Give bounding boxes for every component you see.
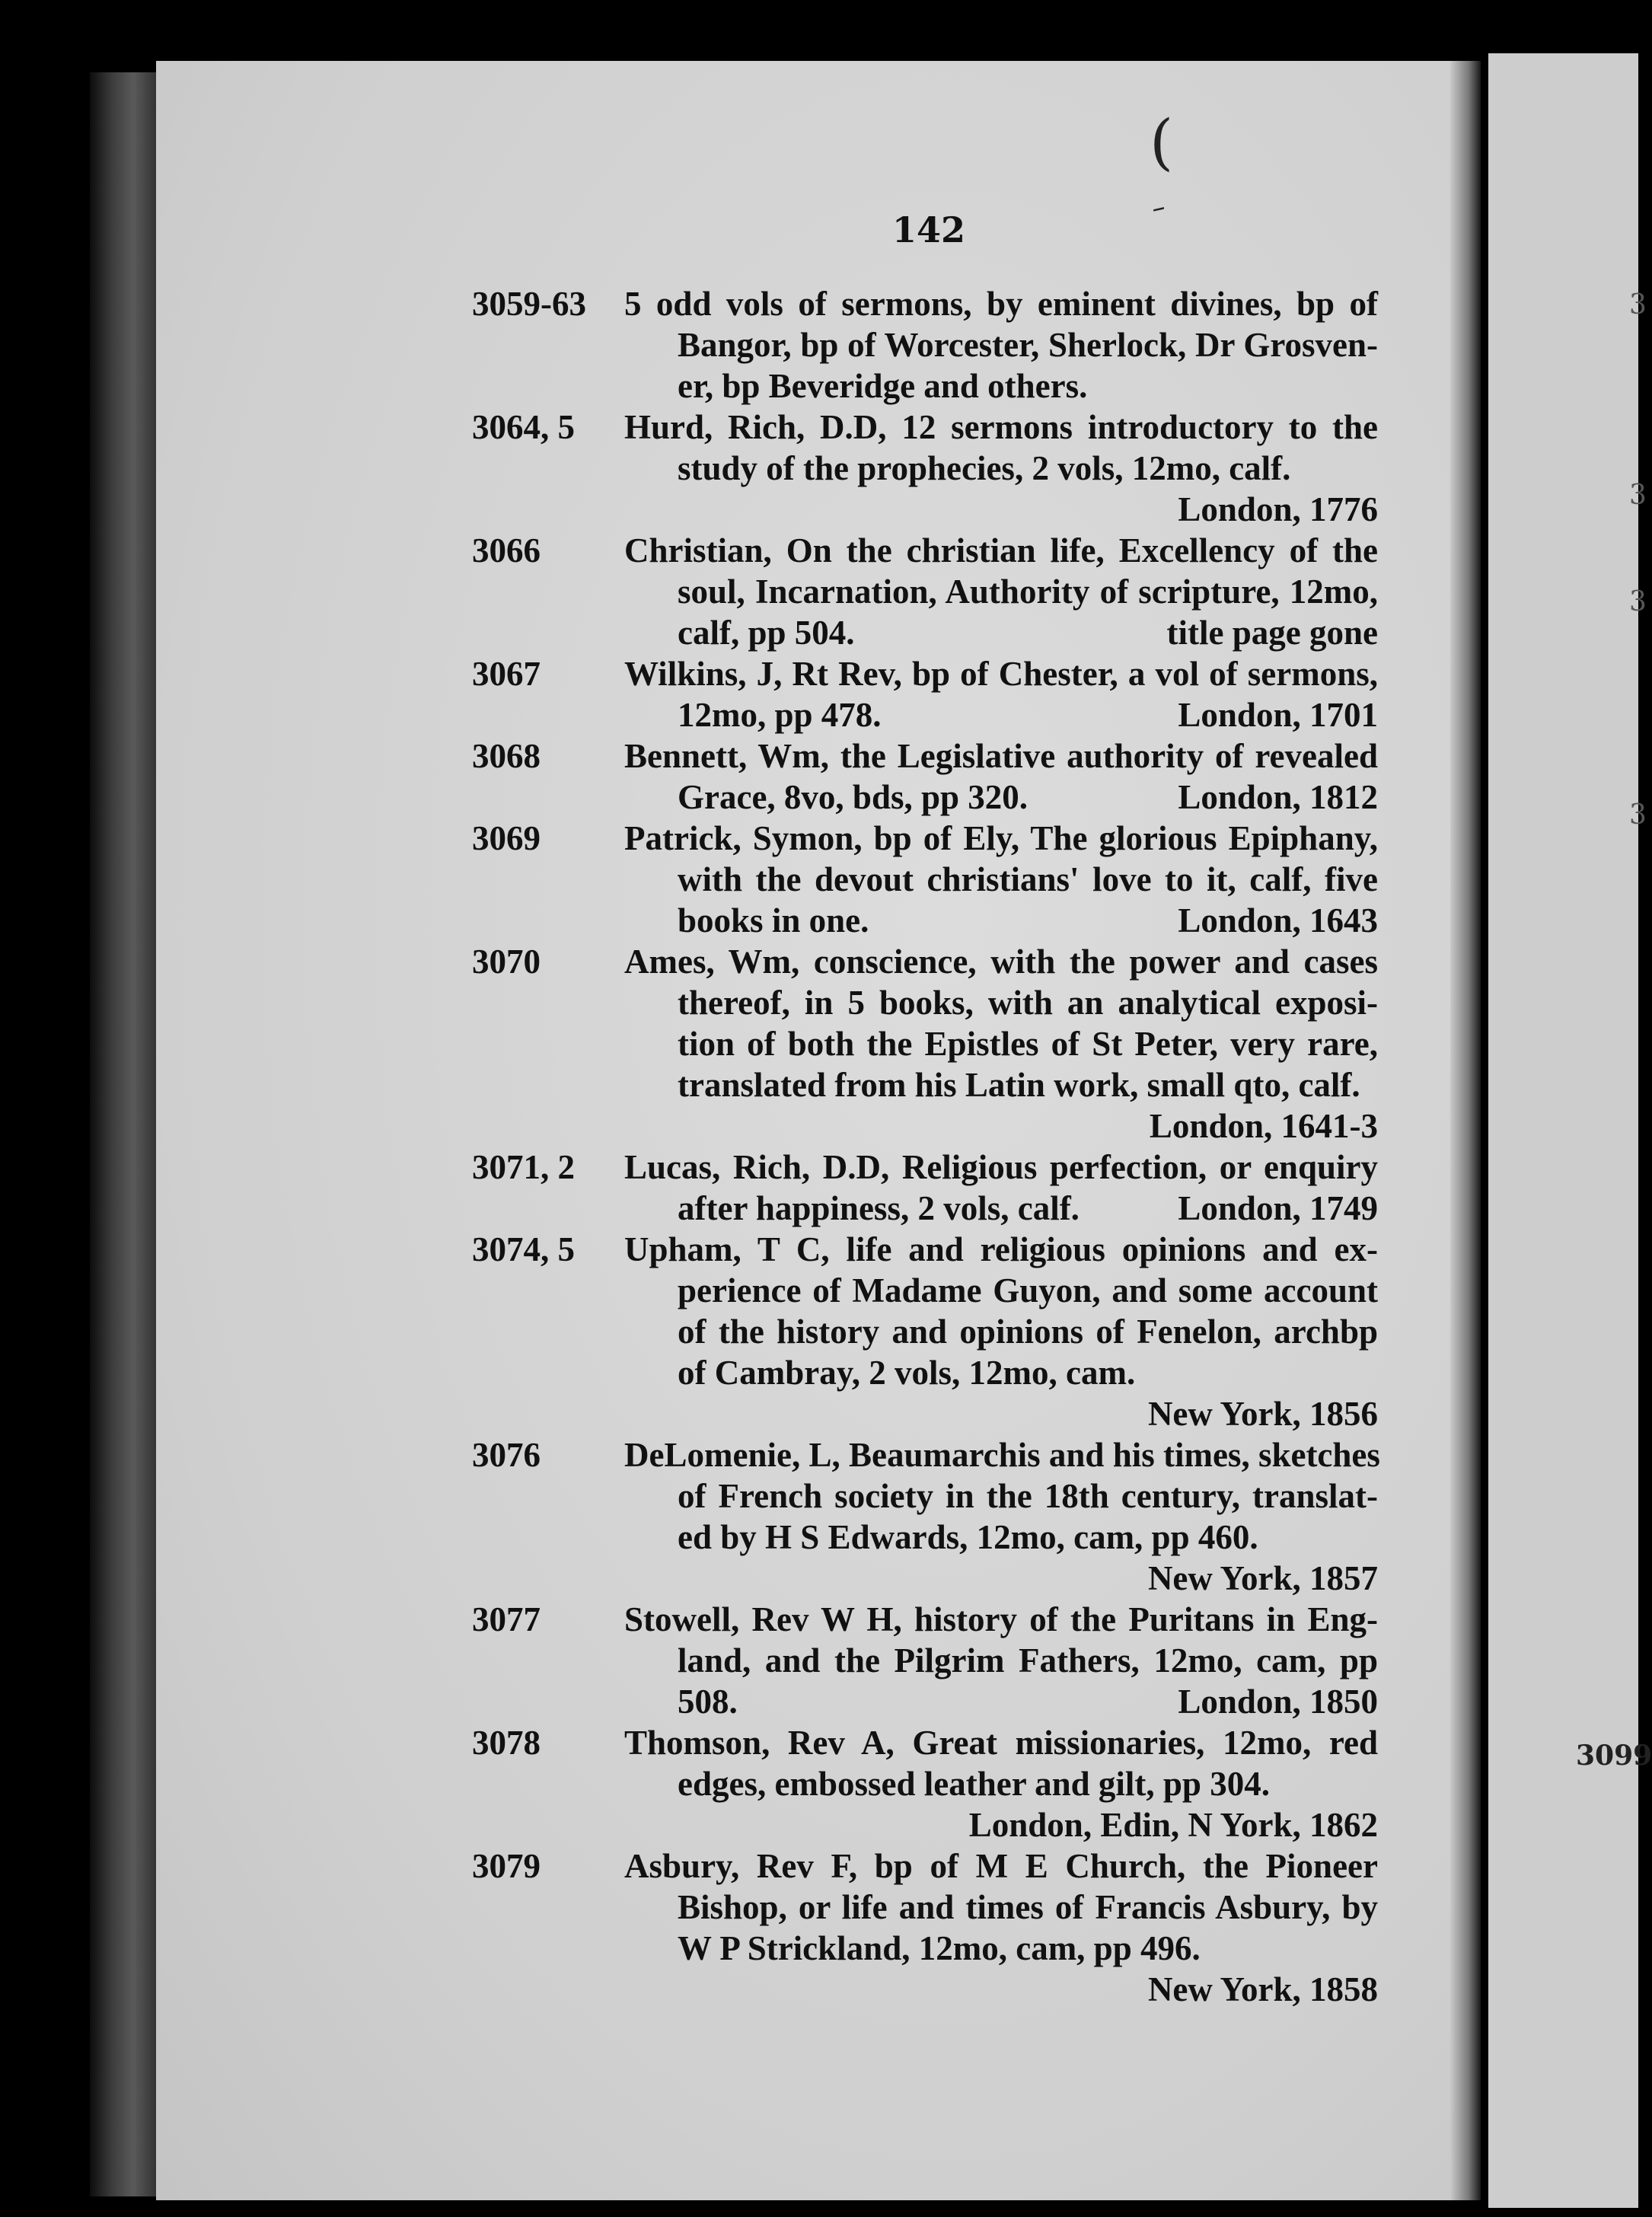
catalog-entry: [472, 653, 1378, 735]
lot-number: 3069: [472, 819, 541, 857]
entry-line: [472, 1558, 1378, 1599]
entry-text: 508.: [678, 1683, 738, 1721]
catalog-entry: [472, 407, 1378, 530]
entry-line: [472, 1681, 1378, 1722]
catalog-entry: [472, 530, 1378, 653]
entry-line: [472, 407, 1378, 448]
facing-page-edge: [1488, 53, 1652, 2208]
entry-line: [472, 900, 1378, 941]
entry-line: [472, 1229, 1378, 1270]
publication-place: New York, 1857: [1147, 1559, 1378, 1597]
entry-line: [472, 1517, 1378, 1558]
publication-place: London, 1749: [1178, 1189, 1378, 1227]
entry-text: after happiness, 2 vols, calf.: [678, 1189, 1080, 1227]
publication-place: London, 1643: [1178, 901, 1378, 939]
entry-line: [472, 1599, 1378, 1640]
entry-line: [472, 982, 1378, 1023]
entry-line: [472, 1064, 1378, 1105]
lot-number: 3079: [472, 1847, 541, 1885]
entry-line: [472, 1311, 1378, 1352]
lot-number: 3068: [472, 737, 541, 775]
entry-text: Bishop, or life and times of Francis Asbury, by: [678, 1888, 1378, 1926]
entry-text: perience of Madame Guyon, and some account: [678, 1271, 1378, 1309]
entry-text: edges, embossed leather and gilt, pp 304.: [678, 1765, 1270, 1803]
entry-line: [472, 1023, 1378, 1064]
entry-text: Christian, On the christian life, Excellency of the: [624, 531, 1378, 569]
entry-line: [472, 324, 1378, 365]
entry-line: [472, 735, 1378, 777]
publication-place: London, 1701: [1178, 696, 1378, 734]
entry-line: [472, 1393, 1378, 1434]
margin-pencil-mark: (: [1150, 107, 1174, 177]
entry-text: Grace, 8vo, bds, pp 320.: [678, 778, 1029, 816]
entry-line: [472, 365, 1378, 407]
lot-number: 3078: [472, 1724, 541, 1762]
lot-number: 3071, 2: [472, 1148, 575, 1186]
catalog-entry: [472, 283, 1378, 407]
entry-line: [472, 283, 1378, 324]
publication-place: London, 1850: [1178, 1683, 1378, 1721]
entry-text: thereof, in 5 books, with an analytical exposi-: [678, 984, 1378, 1022]
entry-line: [472, 941, 1378, 982]
entry-line: [472, 777, 1378, 818]
entry-line: [472, 1845, 1378, 1887]
entry-line: [472, 530, 1378, 571]
entry-line: [472, 1887, 1378, 1928]
entry-line: [472, 1640, 1378, 1681]
catalog-entry: [472, 1845, 1378, 2010]
entry-line: [472, 448, 1378, 489]
lot-number: 3077: [472, 1600, 541, 1638]
entry-text: Hurd, Rich, D.D, 12 sermons introductory to the: [624, 408, 1378, 446]
lot-number: 3059-63: [472, 285, 586, 323]
entry-line: [472, 818, 1378, 859]
lot-number: 3070: [472, 943, 541, 981]
margin-pencil-tick: ﹶ: [1153, 199, 1165, 242]
publication-place: New York, 1858: [1147, 1970, 1378, 2008]
entry-text: of Cambray, 2 vols, 12mo, cam.: [678, 1354, 1136, 1392]
facing-page-fragment: 3: [1629, 289, 1647, 321]
entry-text: Upham, T C, life and religious opinions and ex-: [624, 1230, 1378, 1268]
catalog-entry: [472, 1599, 1378, 1722]
entry-text: Wilkins, J, Rt Rev, bp of Chester, a vol of sermons,: [624, 655, 1378, 693]
publication-place: London, 1812: [1178, 778, 1378, 816]
entry-text: Lucas, Rich, D.D, Religious perfection, or enquiry: [624, 1148, 1378, 1186]
entry-text: DeLomenie, L, Beaumarchis and his times, sketches: [624, 1436, 1380, 1474]
entry-text: tion of both the Epistles of St Peter, very rare,: [678, 1025, 1378, 1063]
entry-line: [472, 1763, 1378, 1804]
entry-text: ed by H S Edwards, 12mo, cam, pp 460.: [678, 1518, 1258, 1556]
entry-line: [472, 1105, 1378, 1147]
entry-text: Bangor, bp of Worcester, Sherlock, Dr Grosven-: [678, 326, 1378, 364]
entry-text: land, and the Pilgrim Fathers, 12mo, cam, pp: [678, 1641, 1378, 1679]
publication-place: title page gone: [1166, 614, 1378, 652]
entry-line: [472, 1434, 1378, 1475]
publication-place: London, 1641-3: [1149, 1107, 1378, 1145]
entry-text: 5 odd vols of sermons, by eminent divines, bp of: [624, 285, 1378, 323]
catalog-entry: [472, 1434, 1378, 1599]
entry-text: of French society in the 18th century, translat-: [678, 1477, 1378, 1515]
lot-number: 3076: [472, 1436, 541, 1474]
entry-text: Stowell, Rev W H, history of the Puritans in Eng-: [624, 1600, 1378, 1638]
publication-place: London, Edin, N York, 1862: [968, 1806, 1378, 1844]
entry-line: [472, 1804, 1378, 1845]
entry-line: [472, 1270, 1378, 1311]
page-fore-edge: [1450, 61, 1481, 2200]
publication-place: London, 1776: [1178, 490, 1378, 528]
lot-number: 3074, 5: [472, 1230, 575, 1268]
entry-line: [472, 1928, 1378, 1969]
catalog-entries: [472, 283, 1378, 2010]
facing-page-fragment: 3: [1629, 586, 1647, 617]
entry-text: Thomson, Rev A, Great missionaries, 12mo, red: [624, 1724, 1378, 1762]
entry-line: [472, 1969, 1378, 2010]
entry-line: [472, 1147, 1378, 1188]
entry-text: translated from his Latin work, small qto, calf.: [678, 1066, 1360, 1104]
entry-line: [472, 489, 1378, 530]
lot-number: 3064, 5: [472, 408, 575, 446]
catalog-entry: [472, 1722, 1378, 1845]
catalog-entry: [472, 735, 1378, 818]
entry-text: Patrick, Symon, bp of Ely, The glorious Epiphany,: [624, 819, 1378, 857]
facing-page-fragment: 3099: [1576, 1740, 1652, 1772]
facing-page-fragment: 3: [1629, 799, 1647, 831]
entry-text: of the history and opinions of Fenelon, archbp: [678, 1313, 1378, 1351]
catalog-entry: [472, 1229, 1378, 1434]
entry-text: soul, Incarnation, Authority of scripture, 12mo,: [678, 573, 1378, 611]
book-spine-edge: [90, 72, 162, 2196]
entry-line: [472, 1188, 1378, 1229]
catalog-entry: [472, 1147, 1378, 1229]
entry-text: er, bp Beveridge and others.: [678, 367, 1088, 405]
page-number: 142: [892, 209, 966, 250]
entry-text: 12mo, pp 478.: [678, 696, 882, 734]
entry-text: study of the prophecies, 2 vols, 12mo, calf.: [678, 449, 1291, 487]
entry-line: [472, 859, 1378, 900]
entry-text: W P Strickland, 12mo, cam, pp 496.: [678, 1929, 1201, 1967]
catalog-entry: [472, 818, 1378, 941]
entry-line: [472, 1722, 1378, 1763]
entry-text: with the devout christians' love to it, calf, five: [678, 860, 1378, 898]
lot-number: 3067: [472, 655, 541, 693]
entry-line: [472, 571, 1378, 612]
entry-line: [472, 1475, 1378, 1517]
entry-text: Bennett, Wm, the Legislative authority of revealed: [624, 737, 1378, 775]
publication-place: New York, 1856: [1147, 1395, 1378, 1433]
lot-number: 3066: [472, 531, 541, 569]
entry-text: books in one.: [678, 901, 869, 939]
entry-text: Asbury, Rev F, bp of M E Church, the Pioneer: [624, 1847, 1378, 1885]
entry-line: [472, 612, 1378, 653]
entry-line: [472, 694, 1378, 735]
entry-line: [472, 1352, 1378, 1393]
facing-page-fragment: 3: [1629, 480, 1647, 511]
entry-line: [472, 653, 1378, 694]
catalog-entry: [472, 941, 1378, 1147]
entry-text: Ames, Wm, conscience, with the power and cases: [624, 943, 1378, 981]
entry-text: calf, pp 504.: [678, 614, 855, 652]
